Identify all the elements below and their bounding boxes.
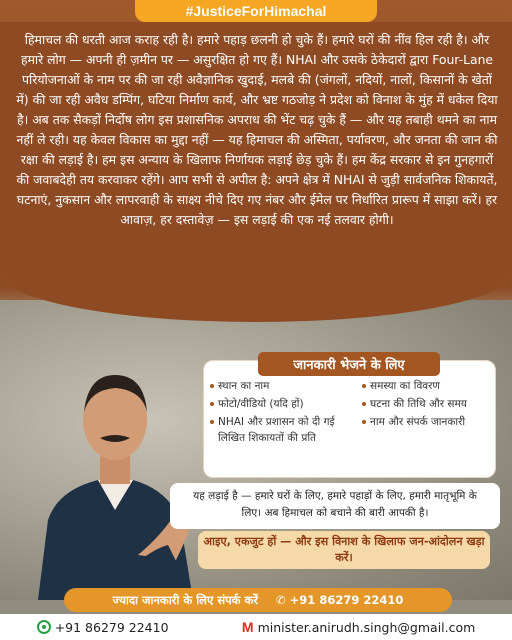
message-card: यह लड़ाई है — हमारे घरों के लिए, हमारे पहाड़ों के लिए, हमारी मातृभूमि के लिए। अब हिमाचल को बचाने की बारी आपकी है। — [170, 483, 500, 529]
info-item: NHAI और प्रशासन को दी गई लिखित शिकायतों की प्रति — [210, 414, 358, 446]
info-title: जानकारी भेजने के लिए — [293, 358, 405, 373]
email-contact[interactable] — [242, 619, 475, 635]
whatsapp-number[interactable]: +91 86279 22410 — [54, 619, 169, 635]
contact-phone-group[interactable] — [276, 593, 403, 607]
contact-bar — [64, 588, 452, 612]
contact-label: ज्यादा जानकारी के लिए संपर्क करें — [112, 592, 259, 607]
info-item: नाम और संपर्क जानकारी — [362, 414, 496, 446]
info-item: फोटो/वीडियो (यदि हों) — [210, 396, 358, 412]
hashtag-banner — [135, 0, 377, 22]
info-title-bar — [258, 352, 440, 376]
info-item: समस्या का विवरण — [362, 378, 496, 394]
info-item: घटना की तिथि और समय — [362, 396, 496, 412]
contact-phone[interactable]: +91 86279 22410 — [289, 593, 404, 607]
call-to-action: आइए, एकजुट हों — और इस विनाश के खिलाफ जन-आंदोलन खड़ा करें। — [198, 531, 490, 569]
info-list — [210, 378, 492, 446]
footer — [0, 614, 512, 640]
whatsapp-contact[interactable] — [37, 620, 169, 635]
gmail-icon: M — [241, 619, 254, 635]
main-paragraph: हिमाचल की धरती आज कराह रही है। हमारे पहाड़ छलनी हो चुके हैं। हमारे घरों की नींव हिल रही है। और हमारे लोग — अपनी ही ज़मीन पर — असुरक्षित हो गए हैं। NHAI और उसके ठेकेदारों द्वारा Four-Lane परियोजनाओं के नाम पर की जा रही अवैज्ञानिक खुदाई, मलबे की (जंगलों, नदियों, नालों, किसानों के खेतों में) की जा रही अवैध डम्पिंग, घटिया निर्माण कार्य, और भ्रष्ट गठजोड़ ने प्रदेश को विनाश के मुंह में धकेल दिया है। अब तक सैकड़ों निर्दोष लोग इस प्रशासनिक अपराध की भेंट चढ़ चुके हैं — और यह तबाही थमने का नाम नहीं ले रही। यह केवल विकास का मुद्दा नहीं — यह हिमाचल की अस्मिता, पर्यावरण, और जनता की जान की रक्षा की लड़ाई है। हम इस अन्याय के खिलाफ निर्णायक लड़ाई छेड़ चुके हैं। हम केंद्र सरकार से इन गुनहगारों की जवाबदेही तय करवाकर रहेंगे। आप सभी से अपील है: अपने क्षेत्र में NHAI से जुड़ी सार्वजनिक शिकायतें, घटनाएं, नुकसान और लापरवाही के साक्ष्य नीचे दिए गए नंबर और ईमेल पर निर्धारित प्रारूप में साझा करें। हर आवाज़, हर दस्तावेज़ — इस लड़ाई की एक नई तलवार होगी। — [16, 32, 498, 227]
whatsapp-icon — [37, 620, 51, 634]
info-item: स्थान का नाम — [210, 378, 358, 394]
person-photo — [18, 320, 208, 600]
email-address[interactable]: minister.anirudh.singh@gmail.com — [257, 619, 476, 635]
hashtag-text: #JusticeForHimachal — [185, 3, 327, 19]
phone-icon: ✆ — [276, 593, 286, 607]
